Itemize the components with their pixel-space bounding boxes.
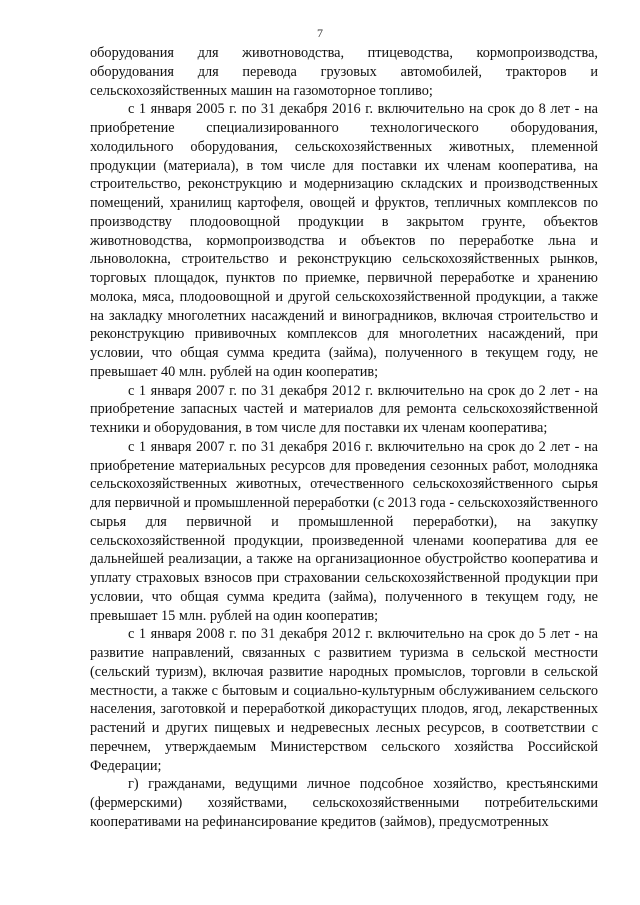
document-body	[90, 44, 598, 832]
paragraph: г) гражданами, ведущими личное подсобное хозяйство, крестьянскими (фермерскими) хозяйствами, сельскохозяйственными потребительскими кооперативами на рефинансирование кредитов (займов), предусмотренных	[90, 776, 598, 830]
paragraph: оборудования для животноводства, птицеводства, кормопроизводства, оборудования для перевода грузовых автомобилей, тракторов и сельскохозяйственных машин на газомоторное топливо;	[90, 45, 598, 99]
paragraph: с 1 января 2007 г. по 31 декабря 2012 г. включительно на срок до 2 лет - на приобретение запасных частей и материалов для ремонта сельскохозяйственной техники и оборудования, в том числе для поставки их членам кооператива;	[90, 382, 598, 436]
paragraph: с 1 января 2007 г. по 31 декабря 2016 г. включительно на срок до 2 лет - на приобретение материальных ресурсов для проведения сезонных работ, молодняка сельскохозяйственных животных, отечественного сельскохозяйственного сырья для первичной и промышленной переработки (с 2013 года - сельскохозяйственного сырья для первичной и промышленной переработки), на закупку сельскохозяйственной продукции, произведенной членами кооператива для ее дальнейшей реализации, а также на организационное обустройство кооператива и уплату страховых взносов при страховании сельскохозяйственной продукции при условии, что общая сумма кредита (займа), полученного в текущем году, не превышает 15 млн. рублей на один кооператив;	[90, 438, 598, 624]
paragraph: с 1 января 2005 г. по 31 декабря 2016 г. включительно на срок до 8 лет - на приобретение специализированного технологического оборудования, холодильного оборудования, сельскохозяйственных животных, племенной продукции (материала), в том числе для поставки их членам кооператива, на строительство, реконструкцию и модернизацию складских и производственных помещений, хранилищ картофеля, овощей и фруктов, тепличных комплексов по производству плодоовощной продукции в закрытом грунте, объектов животноводства, кормопроизводства и объектов по переработке льна и льноволокна, строительство и реконструкцию сельскохозяйственных рынков, торговых площадок, пунктов по приемке, первичной переработке и хранению молока, мяса, плодоовощной и другой сельскохозяйственной продукции, а также на закладку многолетних насаждений и виноградников, включая строительство и реконструкцию прививочных комплексов для многолетних насаждений, при условии, что общая сумма кредита (займа), полученного в текущем году, не превышает 40 млн. рублей на один кооператив;	[90, 101, 598, 380]
page-number: 7	[317, 26, 323, 40]
paragraph: с 1 января 2008 г. по 31 декабря 2012 г. включительно на срок до 5 лет - на развитие направлений, связанных с развитием туризма в сельской местности (сельский туризм), включая развитие народных промыслов, торговли в сельской местности, а также с бытовым и социально-культурным обслуживанием сельского населения, заготовкой и переработкой дикорастущих плодов, ягод, лекарственных растений и других пищевых и недревесных лесных ресурсов, в соответствии с перечнем, утверждаемым Министерством сельского хозяйства Российской Федерации;	[90, 626, 598, 774]
